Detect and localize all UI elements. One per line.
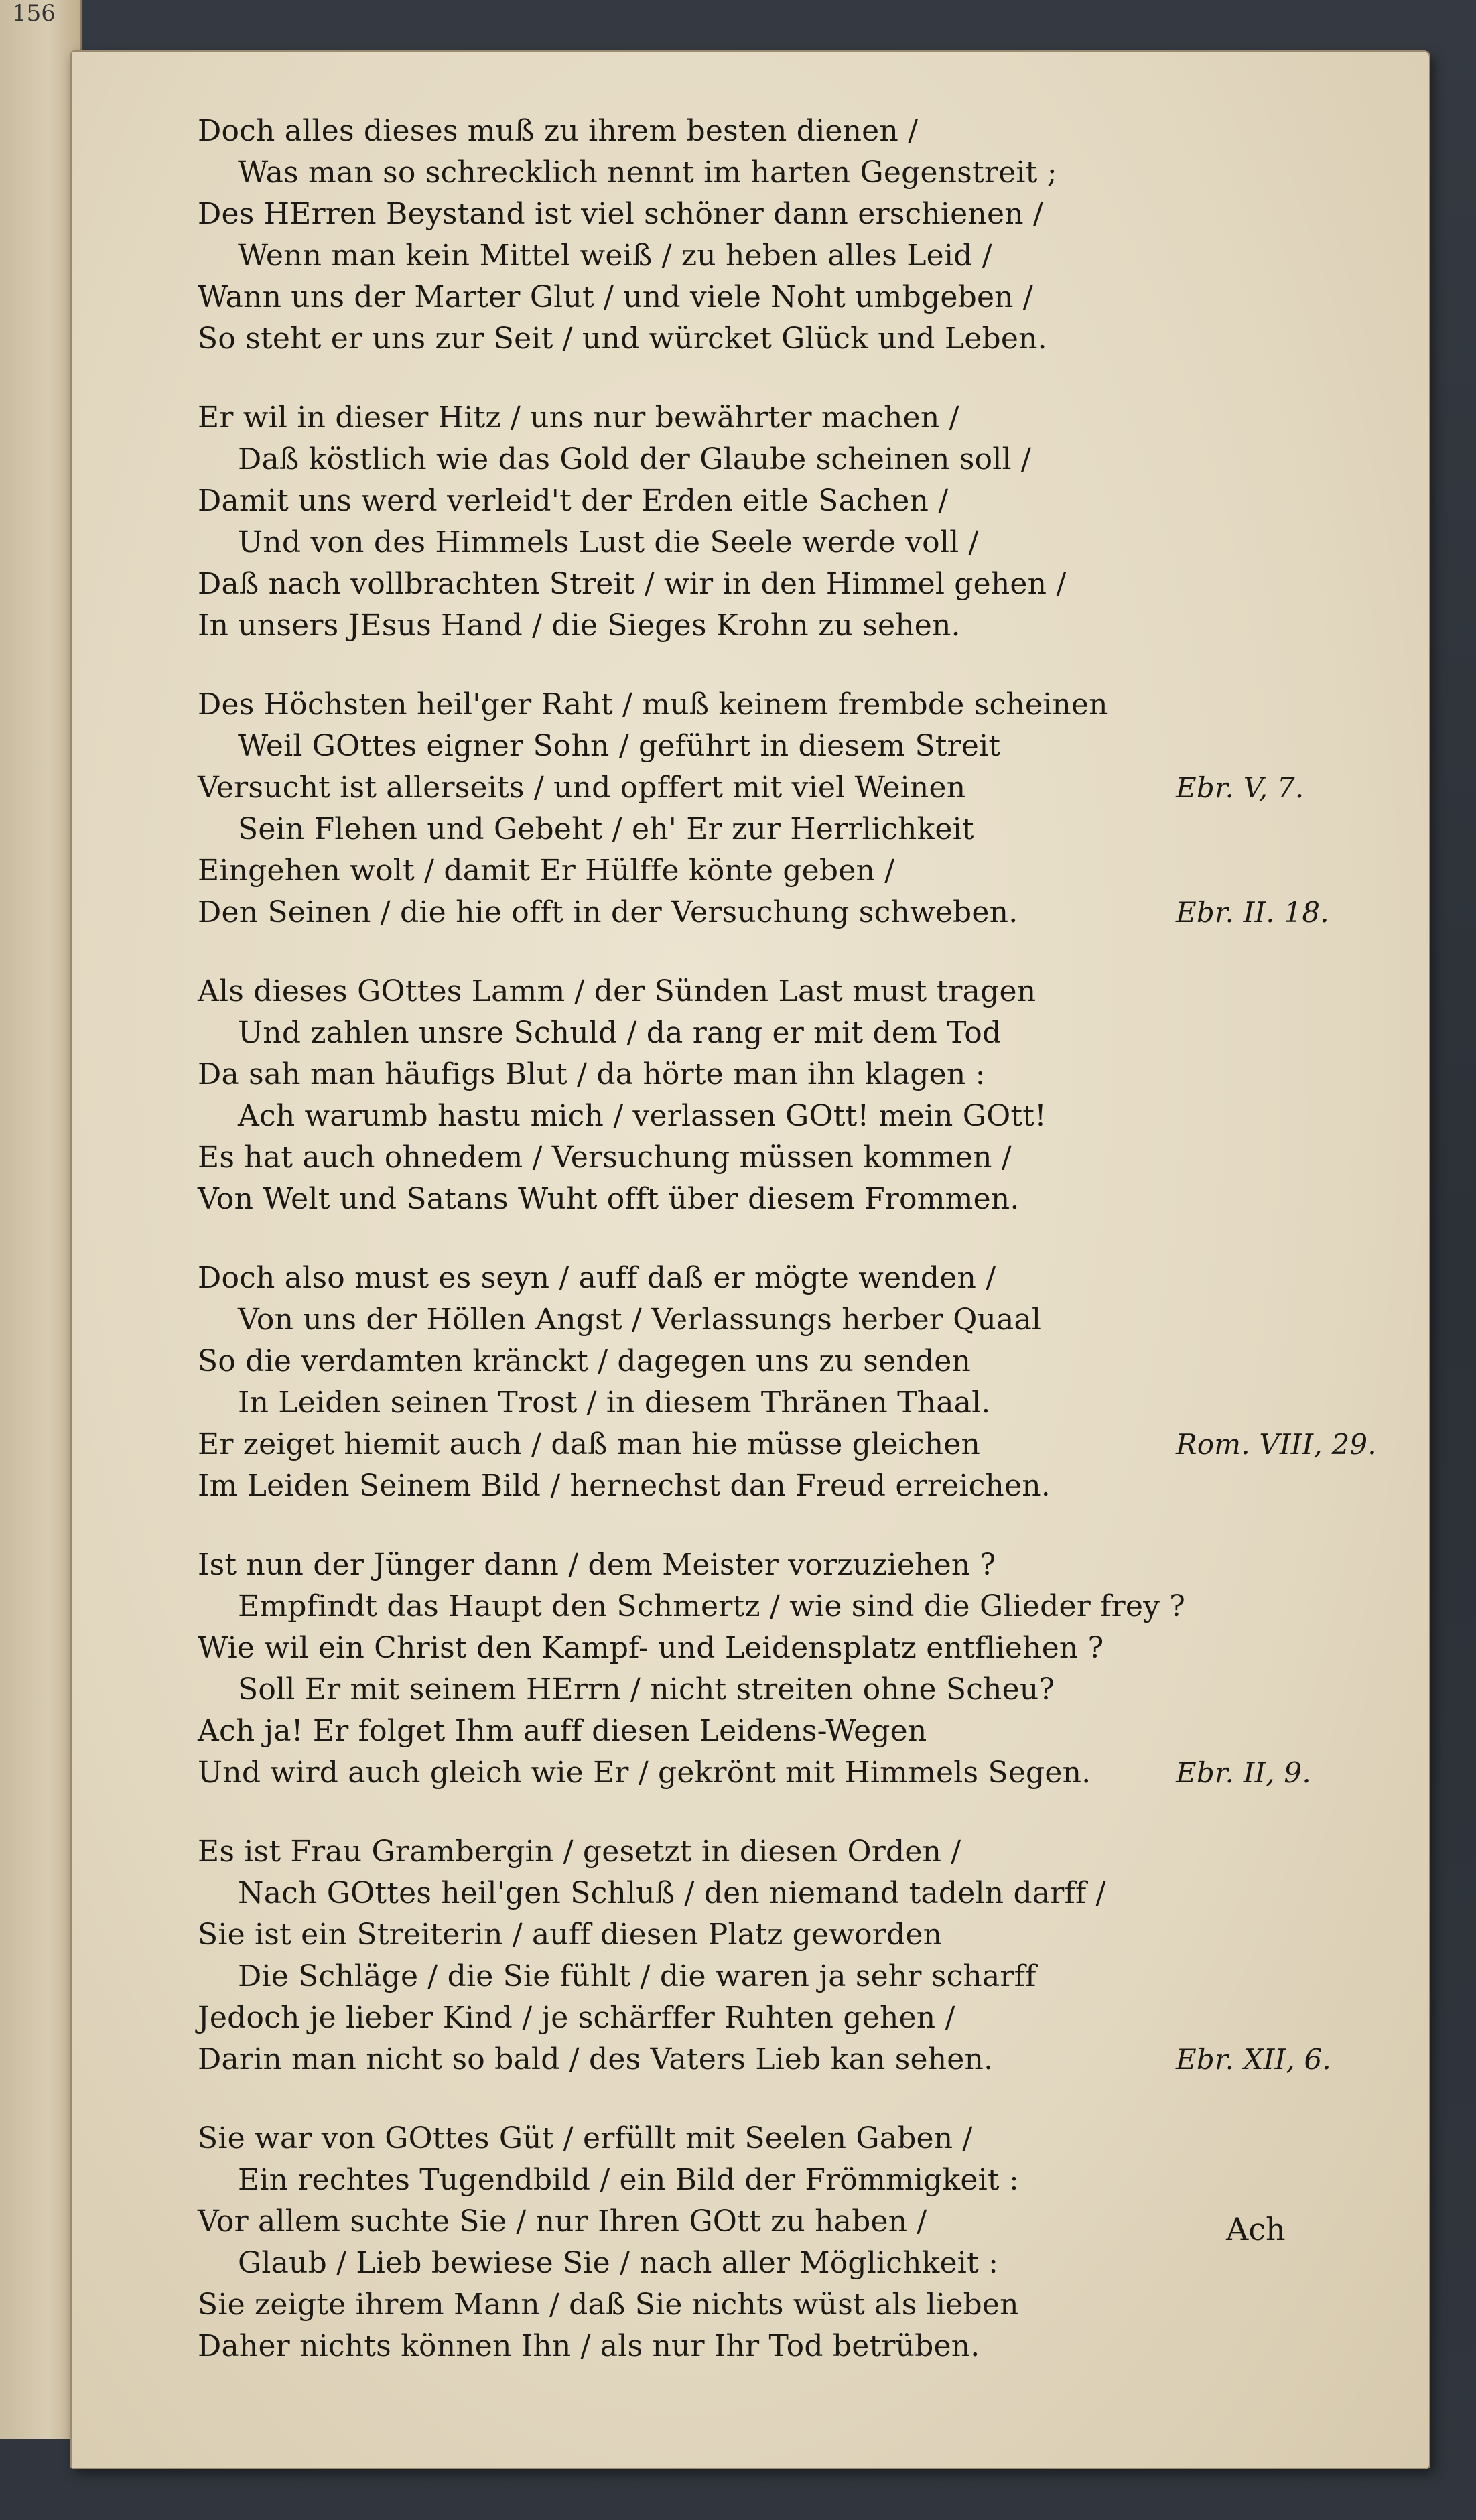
poem-line: Weil GOttes eigner Sohn / geführt in diesem Streit: [238, 729, 1001, 763]
poem-line: Es ist Frau Grambergin / gesetzt in diesen Orden /: [198, 1835, 961, 1869]
poem-line: So steht er uns zur Seit / und würcket Glück und Leben.: [198, 322, 1047, 356]
stanza: [198, 971, 1270, 1220]
poem-line: Den Seinen / die hie offt in der Versuchung schweben. Ebr. II. 18.: [198, 892, 1270, 933]
poem-line: Er zeiget hiemit auch / daß man hie müsse gleichen Rom. VIII, 29.: [198, 1424, 1270, 1465]
poem-line: Doch also must es seyn / auff daß er mögte wenden /: [198, 1261, 996, 1295]
poem-line: Daher nichts können Ihn / als nur Ihr Tod betrüben.: [198, 2329, 980, 2363]
stanza: [198, 397, 1270, 647]
poem-line: In unsers JEsus Hand / die Sieges Krohn zu sehen.: [198, 608, 961, 643]
poem-body: [198, 111, 1377, 2405]
stanza: [198, 684, 1329, 933]
scripture-reference: Ebr. II, 9.: [1176, 1756, 1311, 1789]
poem-line: Von Welt und Satans Wuht offt über diesem Frommen.: [198, 1182, 1020, 1216]
poem-line: Es hat auch ohnedem / Versuchung müssen kommen /: [198, 1140, 1012, 1175]
poem-line: Er wil in dieser Hitz / uns nur bewährter machen /: [198, 401, 959, 435]
scripture-reference: Ebr. II. 18.: [1176, 896, 1329, 929]
poem-line: Glaub / Lieb bewiese Sie / nach aller Möglichkeit :: [238, 2246, 999, 2280]
poem-line: Als dieses GOttes Lamm / der Sünden Last must tragen: [198, 974, 1036, 1008]
poem-line: Da sah man häufigs Blut / da hörte man ihn klagen :: [198, 1057, 986, 1091]
previous-page-edge: [0, 0, 82, 2439]
stanza: [198, 1258, 1377, 1507]
poem-line: Im Leiden Seinem Bild / hernechst dan Freud erreichen.: [198, 1469, 1051, 1503]
poem-line: Jedoch je lieber Kind / je schärffer Ruhten gehen /: [198, 2001, 955, 2035]
stanza: [198, 1831, 1331, 2080]
poem-line: Ein rechtes Tugendbild / ein Bild der Frömmigkeit :: [238, 2163, 1020, 2197]
stanza: [198, 2118, 1270, 2367]
poem-line: Nach GOttes heil'gen Schluß / den niemand tadeln darff /: [238, 1876, 1106, 1910]
previous-page-number: 156: [12, 0, 56, 27]
poem-line: Des HErren Beystand ist viel schöner dann erschienen /: [198, 197, 1043, 231]
poem-line: Und zahlen unsre Schuld / da rang er mit dem Tod: [238, 1016, 1002, 1050]
poem-line: Darin man nicht so bald / des Vaters Lieb kan sehen. Ebr. XII, 6.: [198, 2039, 1270, 2080]
poem-line: Sie war von GOttes Güt / erfüllt mit Seelen Gaben /: [198, 2121, 973, 2156]
poem-line: Von uns der Höllen Angst / Verlassungs herber Quaal: [238, 1303, 1042, 1337]
poem-line: Versucht ist allerseits / und opffert mit viel Weinen Ebr. V, 7.: [198, 767, 1270, 809]
poem-line: Doch alles dieses muß zu ihrem besten dienen /: [198, 114, 919, 148]
poem-line: Daß köstlich wie das Gold der Glaube scheinen soll /: [238, 442, 1032, 476]
poem-line: Die Schläge / die Sie fühlt / die waren ja sehr scharff: [238, 1959, 1036, 1993]
poem-line: Eingehen wolt / damit Er Hülffe könte geben /: [198, 854, 895, 888]
poem-line: Daß nach vollbrachten Streit / wir in den Himmel gehen /: [198, 567, 1067, 601]
poem-line: Ist nun der Jünger dann / dem Meister vorzuziehen ?: [198, 1548, 996, 1582]
poem-line: Und von des Himmels Lust die Seele werde voll /: [238, 525, 979, 559]
poem-line: Empfindt das Haupt den Schmertz / wie sind die Glieder frey ?: [238, 1589, 1186, 1623]
poem-line: Wenn man kein Mittel weiß / zu heben alles Leid /: [238, 239, 992, 273]
poem-line: Ach ja! Er folget Ihm auff diesen Leidens-Wegen: [198, 1714, 927, 1748]
poem-line: Und wird auch gleich wie Er / gekrönt mit Himmels Segen. Ebr. II, 9.: [198, 1752, 1270, 1794]
poem-line: Damit uns werd verleid't der Erden eitle Sachen /: [198, 484, 949, 518]
book-page: [70, 50, 1430, 2469]
poem-line: Soll Er mit seinem HErrn / nicht streiten ohne Scheu?: [238, 1672, 1055, 1707]
poem-line: Des Höchsten heil'ger Raht / muß keinem frembde scheinen: [198, 687, 1108, 722]
poem-line: Sie ist ein Streiterin / auff diesen Platz geworden: [198, 1918, 943, 1952]
poem-line: Vor allem suchte Sie / nur Ihren GOtt zu haben /: [198, 2204, 927, 2239]
poem-line: Sein Flehen und Gebeht / eh' Er zur Herrlichkeit: [238, 812, 974, 846]
scripture-reference: Ebr. XII, 6.: [1176, 2043, 1331, 2076]
poem-line: Was man so schrecklich nennt im harten Gegenstreit ;: [238, 155, 1057, 190]
stanza: [198, 1544, 1311, 1794]
poem-line: Wie wil ein Christ den Kampf- und Leidensplatz entfliehen ?: [198, 1631, 1104, 1665]
scripture-reference: Ebr. V, 7.: [1176, 771, 1304, 804]
scripture-reference: Rom. VIII, 29.: [1176, 1428, 1377, 1461]
catchword: Ach: [1226, 2211, 1286, 2247]
poem-line: Ach warumb hastu mich / verlassen GOtt! mein GOtt!: [238, 1099, 1047, 1133]
poem-line: Wann uns der Marter Glut / und viele Noht umbgeben /: [198, 280, 1033, 314]
poem-line: In Leiden seinen Trost / in diesem Thränen Thaal.: [238, 1386, 991, 1420]
poem-line: Sie zeigte ihrem Mann / daß Sie nichts wüst als lieben: [198, 2287, 1019, 2322]
stanza: [198, 111, 1270, 360]
poem-line: So die verdamten kränckt / dagegen uns zu senden: [198, 1344, 971, 1378]
